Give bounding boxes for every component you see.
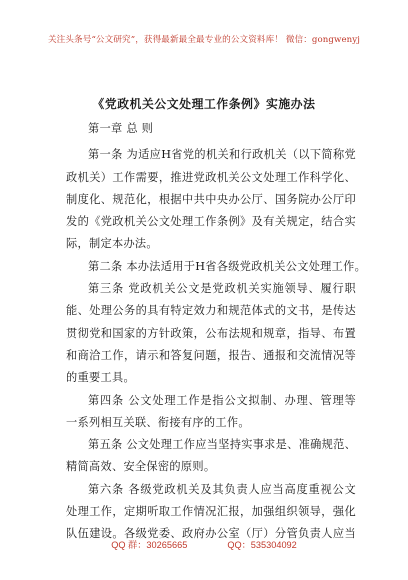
- document-title: 《党政机关公文处理工作条例》实施办法: [92, 97, 316, 111]
- paragraph-line: 精简高效、安全保密的原则。: [66, 460, 216, 474]
- paragraph-line: 的重要工具。: [66, 371, 135, 385]
- paragraph-line: 发的《党政机关公文处理工作条例》及有关规定，结合实: [66, 215, 356, 229]
- paragraph-line: 贯彻党和国家的方针政策，公布法规和规章，指导、布置: [66, 326, 356, 340]
- paragraph-line: 第六条 各级党政机关及其负责人应当高度重视公文: [88, 482, 356, 496]
- paragraph-line: 能、处理公务的具有特定效力和规范体式的文书，是传达: [66, 304, 356, 318]
- footer-qq: QQ：535304092: [227, 540, 297, 550]
- paragraph-line: 一系列相互关联、衔接有序的工作。: [66, 415, 250, 429]
- document-body: [66, 118, 367, 546]
- paragraph-line: 处理工作，定期听取工作情况汇报，加强组织领导，强化: [66, 505, 356, 519]
- paragraph-line: 第四条 公文处理工作是指公文拟制、办理、管理等: [88, 393, 356, 407]
- footer-qq-group: QQ 群：30265665: [111, 540, 188, 550]
- header-watermark: 关注头条号“公文研究”，获得最新最全最专业的公文资料库！ 微信：gongwenyj: [47, 35, 361, 45]
- paragraph-line: 第二条 本办法适用于H省各级党政机关公文处理工作。: [88, 259, 367, 273]
- paragraph-line: 和商洽工作，请示和答复问题，报告、通报和交流情况等: [66, 348, 356, 362]
- paragraph-line: 制度化、规范化，根据中共中央办公厅、国务院办公厅印: [66, 192, 356, 206]
- paragraph-line: 第一条 为适应H省党的机关和行政机关（以下简称党: [88, 148, 356, 162]
- paragraph-line: 际，制定本办法。: [66, 237, 158, 251]
- footer-contact: [0, 537, 408, 551]
- paragraph-line: 第三条 党政机关公文是党政机关实施领导、履行职: [88, 282, 356, 296]
- chapter-heading: 第一章 总 则: [88, 122, 154, 135]
- paragraph-line: 第五条 公文处理工作应当坚持实事求是、准确规范、: [88, 438, 357, 452]
- paragraph-line: 政机关）工作需要，推进党政机关公文处理工作科学化、: [66, 170, 356, 184]
- paragraph-line: 队伍建设。各级党委、政府办公室（厅）分管负责人应当: [66, 527, 356, 541]
